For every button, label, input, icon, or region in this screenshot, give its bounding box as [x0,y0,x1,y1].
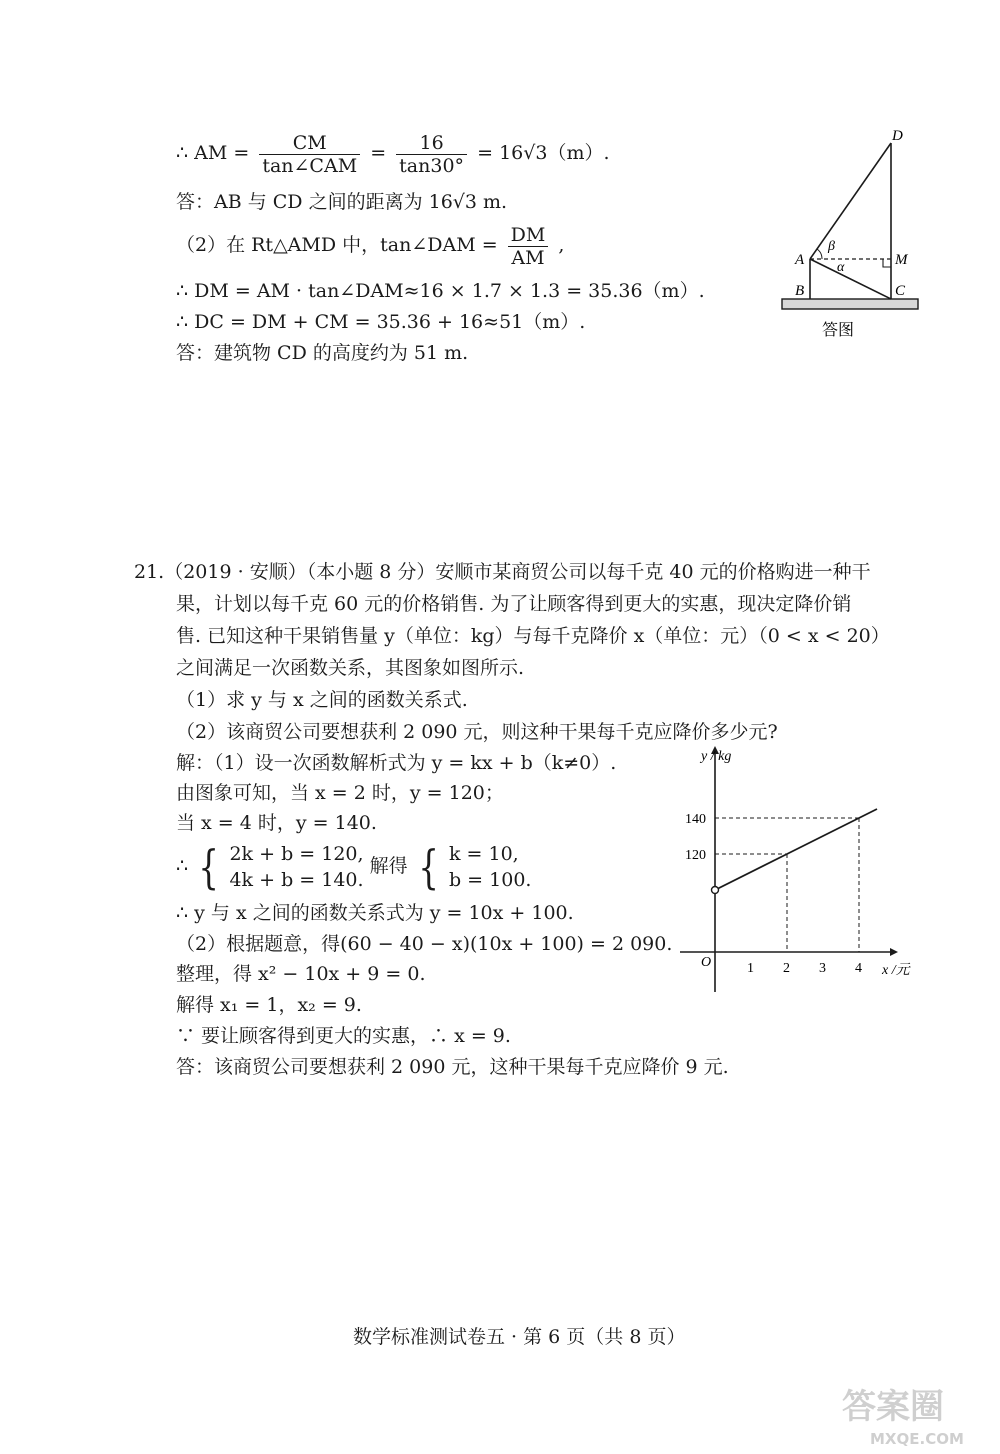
sales-chart [660,740,930,1000]
problem21-line1: 21.（2019 · 安顺）（本小题 8 分）安顺市某商贸公司以每千克 40 元的价格购进一种干 [134,561,871,583]
frac-den: tan∠CAM [262,154,358,177]
solution-step3: 当 x = 4 时，y = 140. [176,812,377,834]
label-beta: β [828,239,835,254]
left-brace: { [418,840,439,894]
dm-equation: ∴ DM = AM · tan∠DAM≈16 × 1.7 × 1.3 = 35.36（m）. [176,280,705,302]
therefore-symbol: ∴ [176,855,189,877]
left-brace: { [198,840,220,894]
solution-step1: 解：（1）设一次函数解析式为 y = kx + b（k≠0）. [176,752,617,774]
right-angle-mark [883,259,891,267]
answer-height: 答：建筑物 CD 的高度约为 51 m. [176,342,469,364]
problem21-q2: （2）该商贸公司要想获利 2 090 元，则这种干果每千克应降价多少元? [176,721,778,743]
fraction-dm-over-am [508,224,549,269]
solve-label: 解得 [369,855,408,877]
x-tick-label: 4 [855,961,862,976]
frac-den: AM [511,246,545,269]
equation-system [176,838,531,894]
am-equation [176,130,610,177]
solution-simplify: 整理，得 x² − 10x + 9 = 0. [176,963,426,985]
label-alpha: α [837,260,845,275]
x-tick-label: 1 [747,961,754,976]
tan-dam-prefix: （2）在 Rt△AMD 中，tan∠DAM = [176,234,498,256]
origin-label: O [701,955,712,970]
result-k: k = 10, [448,843,519,865]
equation-1: 2k + b = 120, [229,843,364,865]
label-d: D [892,128,903,144]
equals-sign: = [370,142,387,164]
answer-distance: 答：AB 与 CD 之间的距离为 16√3 m. [176,191,508,213]
x-axis-label: x /元 [882,963,910,978]
tan-dam-equation [176,222,564,269]
label-a: A [795,252,805,268]
result-b: b = 100. [448,869,532,891]
page-footer: 数学标准测试卷五 · 第 6 页（共 8 页） [353,1326,686,1348]
watermark-logo: 答案圈 [842,1387,944,1427]
frac-den: tan30° [399,154,465,177]
frac-num: DM [508,224,549,247]
figure-caption: 答图 [822,320,855,339]
problem21-line2: 果，计划以每千克 60 元的价格销售. 为了让顾客得到更大的实惠，现决定降价销 [176,593,852,615]
frac-num: CM [259,132,360,155]
label-m: M [895,252,908,268]
y-tick-label: 120 [685,848,706,863]
equation-2: 4k + b = 140. [229,869,364,891]
am-prefix: ∴ AM = [176,142,250,164]
series-line [715,809,877,890]
watermark-url: MXQE.COM [870,1430,964,1448]
x-tick-label: 3 [819,961,826,976]
problem21-line3: 售. 已知这种干果销售量 y（单位：kg）与每千克降价 x（单位：元）（0 < x < 20） [176,625,890,647]
system-equations [229,841,363,893]
problem21-q1: （1）求 y 与 x 之间的函数关系式. [176,689,468,711]
angle-beta-arc [817,249,822,259]
segment-ad [810,143,891,259]
fraction-cm-over-tan [259,132,360,177]
ground-bar [782,299,918,309]
solution-choose: ∵ 要让顾客得到更大的实惠，∴ x = 9. [176,1025,511,1047]
building-diagram [770,125,940,350]
label-c: C [895,283,906,299]
solution-function: ∴ y 与 x 之间的函数关系式为 y = 10x + 100. [176,902,574,924]
label-b: B [795,283,805,299]
y-tick-label: 140 [685,812,706,827]
solution-step2: 由图象可知，当 x = 2 时，y = 120； [176,782,504,804]
system-results [449,841,531,893]
x-tick-label: 2 [783,961,790,976]
frac-num: 16 [396,132,467,155]
y-axis-label: y / kg [701,749,732,764]
solution-answer: 答：该商贸公司要想获利 2 090 元，这种干果每千克应降价 9 元. [176,1056,729,1078]
site-watermark [832,1380,992,1450]
solution-part2: （2）根据题意，得(60 − 40 − x)(10x + 100) = 2 090. [176,933,673,955]
fraction-16-over-tan30 [396,132,467,177]
problem21-line4: 之间满足一次函数关系，其图象如图所示. [176,657,525,679]
segment-ac [810,259,891,299]
x-axis-arrow [890,948,898,956]
comma: , [558,234,565,256]
am-result: = 16√3（m）. [477,142,610,164]
dc-equation: ∴ DC = DM + CM = 35.36 + 16≈51（m）. [176,311,586,333]
open-point [712,887,719,894]
solution-roots: 解得 x₁ = 1，x₂ = 9. [176,994,362,1016]
